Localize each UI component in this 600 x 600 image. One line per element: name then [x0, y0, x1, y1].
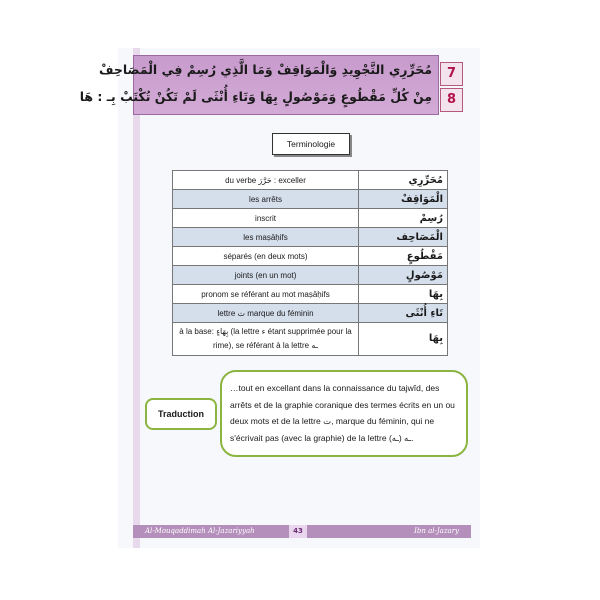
- term-arabic: بِهَا: [359, 323, 448, 356]
- footer-author: Ibn al-Jazary: [414, 527, 459, 535]
- term-arabic: مُحَرِّرِي: [359, 171, 448, 190]
- term-definition: joints (en un mot): [173, 266, 359, 285]
- traduction-box: [220, 370, 468, 457]
- term-definition: lettre ت marque du féminin: [173, 304, 359, 323]
- traduction-label: Traduction: [145, 398, 217, 430]
- term-arabic: بِهَا: [359, 285, 448, 304]
- page-number: 43: [289, 525, 307, 538]
- table-row: [173, 209, 448, 228]
- table-row: [173, 190, 448, 209]
- term-definition: séparés (en deux mots): [173, 247, 359, 266]
- verse-banner: [79, 55, 439, 115]
- term-definition: les maṣāḥifs: [173, 228, 359, 247]
- traduction-text: …tout en excellant dans la connaissance du tajwîd, des arrêts et de la graphie coranique des termes écrits en un ou deux mots et de la lettre ت, marque du féminin, qui ne s'écrivait pas (avec la graphie) de la lettre ـه (ـه).: [230, 383, 455, 443]
- term-definition: pronom se référant au mot maṣāḥifs: [173, 285, 359, 304]
- term-arabic: الْمَوَاقِفْ: [359, 190, 448, 209]
- page-edge-stripe: [133, 48, 140, 548]
- table-row: [173, 285, 448, 304]
- verse-number-7: 7: [440, 62, 463, 86]
- term-arabic: تَاءِ أُنْثَى: [359, 304, 448, 323]
- term-arabic: مَقْطُوعٍ: [359, 247, 448, 266]
- table-row: [173, 266, 448, 285]
- term-definition: inscrit: [173, 209, 359, 228]
- terminology-table: [172, 170, 448, 356]
- verse-8-text: مِنْ كُلِّ مَقْطُوعٍ وَمَوْصُولٍ بِهَا وَتَاءِ أُنْثَى لَمْ تَكُنْ تُكْتَبْ بِـ : هَا: [79, 89, 432, 104]
- table-row: [173, 247, 448, 266]
- term-arabic: مَوْصُولٍ: [359, 266, 448, 285]
- term-definition: les arrêts: [173, 190, 359, 209]
- term-definition: à la base: بِهَاءٍ (la lettre ء étant supprimée pour la rime), se référant à la lettre ـه: [173, 323, 359, 356]
- verse-7-text: مُحَرِّرِي التَّجْوِيدِ وَالْمَوَاقِفْ وَمَا الَّذِي رُسِمْ فِي الْمَصَاحِفْ: [98, 62, 432, 77]
- table-row: [173, 304, 448, 323]
- table-row: [173, 323, 448, 356]
- term-arabic: الْمَصَاحِف: [359, 228, 448, 247]
- footer-book-title: Al-Mouqaddimah Al-Jazariyyah: [145, 527, 255, 535]
- table-row: [173, 171, 448, 190]
- term-definition: du verbe حَرَّرَ : exceller: [173, 171, 359, 190]
- table-row: [173, 228, 448, 247]
- terminologie-heading: Terminologie: [272, 133, 350, 155]
- verse-number-8: 8: [440, 88, 463, 112]
- term-arabic: رُسِمْ: [359, 209, 448, 228]
